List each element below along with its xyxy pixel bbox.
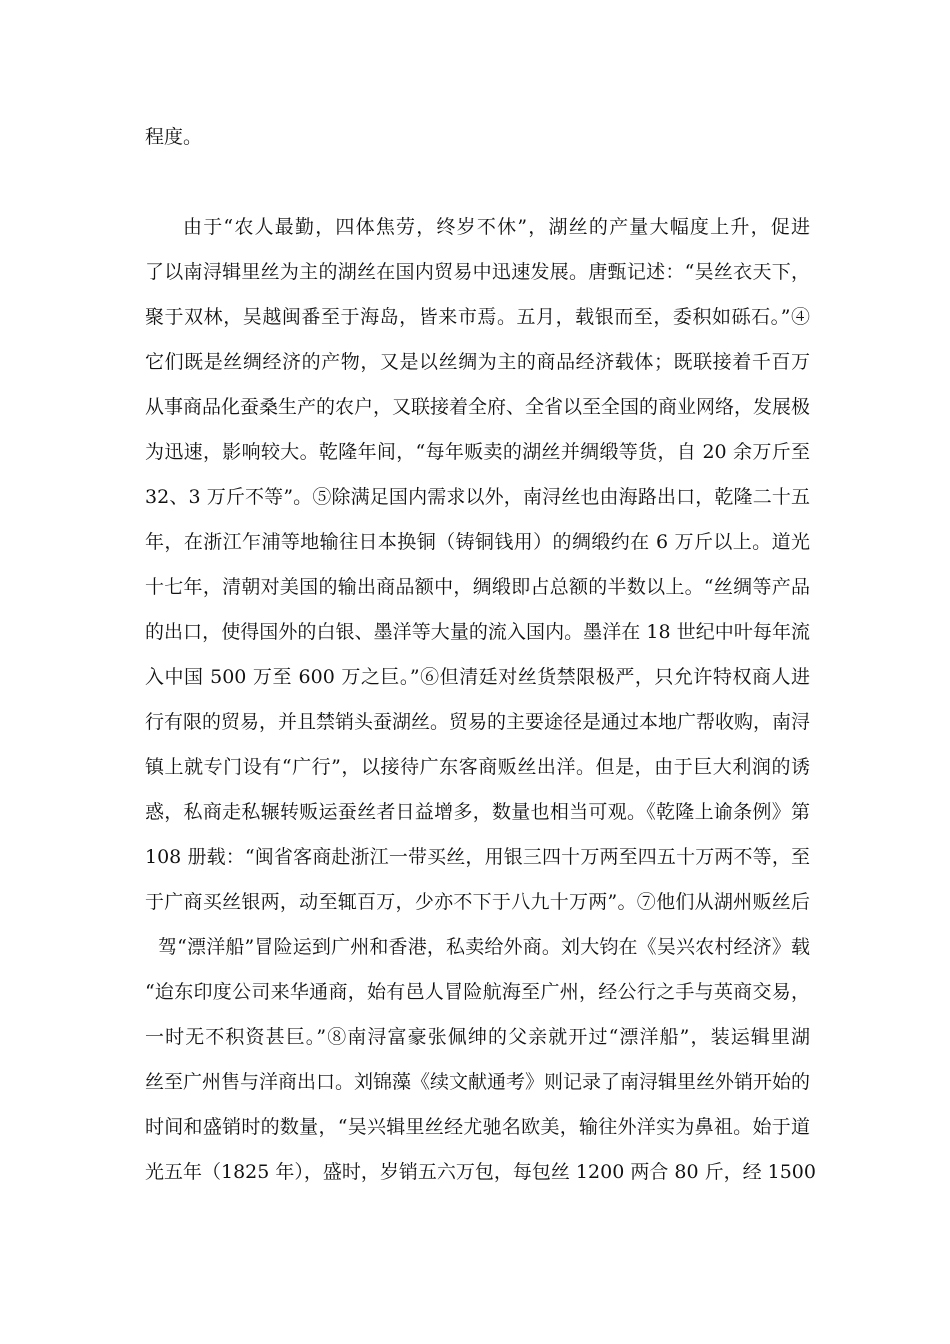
text-line: 聚于双林，吴越闽番至于海岛，皆来市焉。五月，载银而至，委积如砾石。”④ (145, 306, 810, 328)
text-line: “迨东印度公司来华通商，始有邑人冒险航海至广州，经公行之手与英商交易， (145, 981, 810, 1003)
text-line: 一时无不积资甚巨。”⑧南浔富豪张佩绅的父亲就开过“漂洋船”，装运辑里湖 (145, 1026, 810, 1048)
text-line: 年，在浙江乍浦等地输往日本换铜（铸铜钱用）的绸缎约在 6 万斤以上。道光 (145, 531, 810, 553)
text-line: 驾“漂洋船”冒险运到广州和香港，私卖给外商。刘大钧在《吴兴农村经济》载 (158, 936, 810, 958)
paragraph-first-line: 由于“农人最勤，四体焦劳，终岁不休”，湖丝的产量大幅度上升，促进 (183, 216, 810, 238)
text-line: 为迅速，影响较大。乾隆年间，“每年贩卖的湖丝并绸缎等货，自 20 余万斤至 (145, 441, 810, 463)
text-line: 108 册载：“闽省客商赴浙江一带买丝，用银三四十万两至四五十万两不等，至 (145, 846, 810, 868)
text-line: 丝至广州售与洋商出口。刘锦藻《续文献通考》则记录了南浔辑里丝外销开始的 (145, 1071, 811, 1093)
text-line: 它们既是丝绸经济的产物，又是以丝绸为主的商品经济载体；既联接着千百万 (145, 351, 810, 373)
text-line: 程度。 (145, 126, 203, 148)
text-line: 镇上就专门设有“广行”，以接待广东客商贩丝出洋。但是，由于巨大利润的诱 (145, 756, 810, 778)
text-line: 32、3 万斤不等”。⑤除满足国内需求以外，南浔丝也由海路出口，乾隆二十五 (145, 486, 810, 508)
text-line: 于广商买丝银两，动至辄百万，少亦不下于八九十万两”。⑦他们从湖州贩丝后 (145, 891, 810, 913)
text-line: 时间和盛销时的数量，“吴兴辑里丝经尤驰名欧美，输往外洋实为鼻祖。始于道 (145, 1116, 810, 1138)
text-line: 十七年，清朝对美国的输出商品额中，绸缎即占总额的半数以上。“丝绸等产品 (145, 576, 810, 598)
text-line: 行有限的贸易，并且禁销头蚕湖丝。贸易的主要途径是通过本地广帮收购，南浔 (145, 711, 811, 733)
text-line: 了以南浔辑里丝为主的湖丝在国内贸易中迅速发展。唐甄记述：“吴丝衣天下， (145, 261, 810, 283)
text-line: 惑，私商走私辗转贩运蚕丝者日益增多，数量也相当可观。《乾隆上谕条例》第 (145, 801, 810, 823)
text-line: 的出口，使得国外的白银、墨洋等大量的流入国内。墨洋在 18 世纪中叶每年流 (145, 621, 810, 643)
text-line: 入中国 500 万至 600 万之巨。”⑥但清廷对丝货禁限极严，只允许特权商人进 (145, 666, 810, 688)
text-line: 从事商品化蚕桑生产的农户，又联接着全府、全省以至全国的商业网络，发展极 (145, 396, 811, 418)
text-line: 光五年（1825 年），盛时，岁销五六万包，每包丝 1200 两合 80 斤，经 1500 (145, 1161, 816, 1183)
